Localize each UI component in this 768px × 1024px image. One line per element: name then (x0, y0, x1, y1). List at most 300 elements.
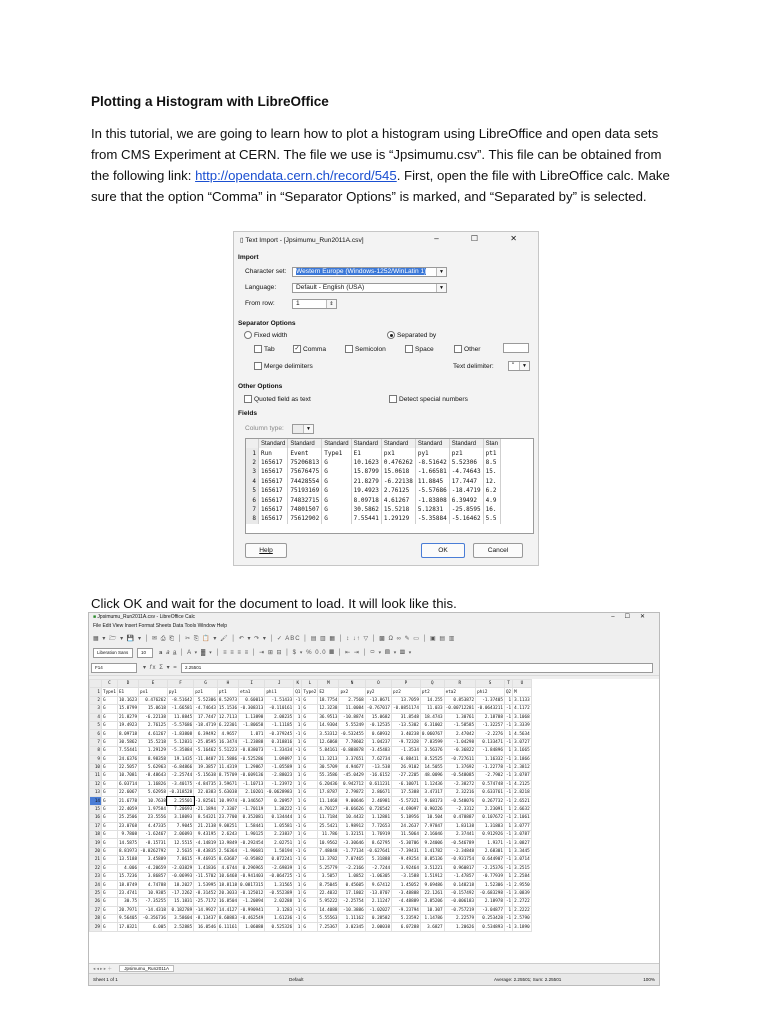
table-cell[interactable]: 3.58604 (167, 914, 193, 922)
table-cell[interactable]: -1.3534 (392, 747, 421, 755)
table-cell[interactable]: 1.06088 (239, 923, 265, 931)
table-cell[interactable]: 12.7113 (218, 714, 238, 720)
row-header[interactable]: 3 (90, 705, 102, 713)
table-cell[interactable]: 15.1536 (218, 706, 238, 712)
table-cell[interactable]: 2.56364 (218, 849, 238, 854)
table-cell[interactable]: 1.53995 (194, 881, 218, 889)
table-cell[interactable]: G (102, 738, 118, 746)
row-header[interactable]: 20 (90, 847, 102, 855)
standard-toolbar[interactable] (89, 631, 659, 646)
table-cell[interactable]: 3.51221 (420, 864, 444, 872)
table-cell[interactable]: G (102, 831, 118, 839)
table-cell[interactable]: 2.6243 (217, 831, 238, 839)
table-cell[interactable]: 2.10201 (239, 789, 265, 797)
table-cell[interactable]: -9.23794 (392, 906, 421, 914)
table-cell[interactable]: 24.2637 (392, 822, 421, 830)
table-cell[interactable]: -2.03829 (167, 864, 193, 872)
table-cell[interactable]: 1.09897 (265, 755, 294, 763)
table-cell[interactable]: -13.5302 (392, 721, 421, 729)
table-cell[interactable]: -1.02027 (365, 906, 391, 914)
column-type-select[interactable] (292, 424, 314, 434)
column-header[interactable]: N (339, 680, 365, 688)
table-cell[interactable]: -1.06305 (365, 872, 391, 880)
table-cell[interactable]: 0.942712 (339, 780, 365, 788)
table-cell[interactable]: 24.6376 (118, 756, 138, 762)
table-cell[interactable]: -2.25744 (167, 772, 193, 780)
table-cell[interactable]: 3.6827 (420, 923, 444, 931)
table-cell[interactable]: 8.81973 (118, 849, 138, 854)
row-header[interactable]: 29 (90, 923, 102, 931)
table-cell[interactable]: 1.16826 (139, 780, 168, 788)
table-cell[interactable]: 1 (294, 898, 302, 906)
window-controls[interactable]: – ☐ ✕ (434, 234, 532, 243)
table-cell[interactable]: -0.064725 (265, 872, 294, 880)
table-cell[interactable]: 0.182789 (167, 906, 193, 914)
table-cell[interactable]: -0.0643211 (477, 706, 503, 712)
row-header[interactable]: 19 (90, 839, 102, 847)
table-cell[interactable]: -0.379245 (265, 730, 294, 738)
table-cell[interactable]: -1 (505, 916, 512, 922)
table-cell[interactable]: 9.00646 (339, 797, 365, 805)
table-cell[interactable]: 30.75 (117, 898, 138, 906)
table-cell[interactable]: -1.32257 (476, 721, 505, 729)
table-cell[interactable]: G (102, 814, 118, 822)
table-cell[interactable]: 2.18978 (476, 898, 505, 906)
table-cell[interactable]: -0.356736 (139, 914, 168, 922)
table-cell[interactable]: -0.552389 (265, 889, 294, 897)
table-cell[interactable]: 0.45605 (339, 881, 365, 889)
table-cell[interactable]: 1.29867 (239, 763, 265, 771)
table-cell[interactable]: -1 (505, 765, 512, 771)
table-cell[interactable]: G (102, 696, 118, 704)
table-cell[interactable]: 0.0817315 (240, 882, 264, 888)
table-cell[interactable]: -0.888878 (340, 748, 364, 754)
table-cell[interactable]: 19.3857 (194, 763, 218, 771)
calc-menubar[interactable]: File Edit View Insert Format Sheets Data Tools Window Help (89, 622, 659, 632)
row-header[interactable]: 21 (90, 856, 102, 864)
table-cell[interactable]: 10.7638 (139, 797, 168, 805)
merge-delimiters-checkbox[interactable]: Merge delimiters (254, 362, 313, 370)
table-cell[interactable]: G (102, 864, 118, 872)
table-cell[interactable]: 1.32151 (339, 831, 365, 839)
table-cell[interactable]: G (102, 789, 118, 797)
table-cell[interactable]: 14.5875 (118, 840, 138, 846)
table-cell[interactable]: -2.2166 (339, 864, 365, 872)
table-cell[interactable]: G (102, 772, 118, 780)
table-cell[interactable]: 3.2515 (514, 865, 530, 871)
row-header[interactable]: 17 (90, 822, 102, 830)
table-cell[interactable]: 13.7059 (392, 696, 421, 704)
table-cell[interactable]: 2.23837 (265, 831, 294, 839)
table-cell[interactable]: G (302, 906, 318, 914)
table-cell[interactable]: 3.1665 (514, 748, 530, 754)
table-cell[interactable]: 18.2027 (167, 881, 193, 889)
table-cell[interactable]: 7.48048 (319, 849, 338, 854)
table-cell[interactable]: 1.41782 (420, 847, 444, 855)
comma-checkbox[interactable]: ✓ Comma (294, 345, 327, 353)
table-cell[interactable]: -1 (505, 773, 512, 779)
table-cell[interactable]: 5.25779 (319, 865, 338, 871)
table-cell[interactable]: -1.11185 (265, 721, 294, 729)
table-cell[interactable]: 0.912926 (476, 831, 505, 839)
table-cell[interactable]: 18.4743 (420, 713, 444, 721)
table-cell[interactable]: 4.6744 (217, 864, 238, 872)
table-cell[interactable]: -2.34848 (444, 847, 475, 855)
toolbar-icons[interactable]: ▦ ▾ 🗁 ▾ 💾 ▾ │ ✉ ⎙ ⎗ │ ✂ ⎘ 📋 ▾ 🖌 │ ↶ ▾ ↷ ▾ │ ✓ ABC │ ▤ ▥ ▦ │ ↕ ↓↑ ▽ │ ▩ Ω ∞ ✎ ▭ │ ▣ ▤ ▥ (93, 636, 456, 642)
row-header[interactable]: 6 (90, 730, 102, 738)
table-cell[interactable]: 3.37651 (339, 755, 365, 763)
table-cell[interactable]: 1 (294, 755, 302, 763)
table-cell[interactable]: -1 (295, 857, 301, 863)
table-cell[interactable]: 7.3307 (217, 805, 238, 813)
table-cell[interactable]: 12.6868 (319, 739, 338, 745)
table-cell[interactable]: 1 (294, 738, 302, 746)
table-cell[interactable]: G (102, 721, 118, 729)
row-header[interactable]: 12 (90, 780, 102, 788)
table-cell[interactable]: G (102, 872, 118, 880)
table-cell[interactable]: G (102, 755, 118, 763)
table-cell[interactable]: -8.13437 (195, 916, 216, 922)
table-cell[interactable]: 10.9562 (319, 840, 338, 846)
table-cell[interactable]: 15.7236 (118, 874, 138, 880)
table-cell[interactable]: 1.58194 (265, 847, 294, 855)
table-cell[interactable]: 21.6778 (118, 798, 138, 804)
table-cell[interactable]: 0.726542 (365, 805, 391, 813)
table-cell[interactable]: 15.0682 (365, 713, 391, 721)
table-cell[interactable]: 13.3782 (319, 857, 338, 863)
row-header[interactable]: 14 (90, 797, 102, 805)
table-cell[interactable]: 11.3213 (319, 756, 338, 762)
table-cell[interactable]: G (302, 789, 318, 797)
table-cell[interactable]: G (302, 822, 318, 830)
table-cell[interactable]: -0.546789 (444, 839, 475, 847)
table-cell[interactable]: 0.960817 (444, 864, 475, 872)
table-cell[interactable]: 1.12436 (420, 780, 444, 788)
table-cell[interactable]: 3.5057 (318, 872, 339, 880)
table-cell[interactable]: -2.38272 (444, 780, 475, 788)
table-cell[interactable]: G (302, 923, 318, 931)
table-cell[interactable]: 1 (294, 923, 302, 931)
column-header[interactable] (90, 680, 102, 688)
table-cell[interactable]: -1 (295, 874, 301, 880)
table-cell[interactable]: -7.39431 (392, 847, 421, 855)
table-cell[interactable]: -1 (505, 882, 512, 888)
table-cell[interactable]: -0.767017 (366, 706, 391, 712)
table-cell[interactable]: 22.1261 (420, 889, 444, 897)
table-cell[interactable]: 8.63687 (218, 857, 238, 863)
table-cell[interactable]: 0.107672 (476, 814, 505, 822)
table-cell[interactable]: 13.9849 (218, 840, 238, 846)
table-cell[interactable]: -1 (505, 790, 512, 796)
table-cell[interactable]: -1.66581 (167, 705, 193, 713)
table-cell[interactable]: G (102, 730, 118, 738)
row-header[interactable]: 8 (90, 747, 102, 755)
row-header[interactable]: 24 (90, 881, 102, 889)
table-cell[interactable]: 4.1172 (514, 706, 530, 712)
table-cell[interactable]: eta1 (239, 688, 265, 696)
table-cell[interactable]: 3.86857 (139, 872, 168, 880)
table-cell[interactable]: -1 (295, 807, 301, 813)
table-cell[interactable]: G (302, 864, 318, 872)
row-header[interactable]: 18 (90, 831, 102, 839)
table-cell[interactable]: 1 (504, 805, 512, 813)
table-cell[interactable]: -1 (295, 748, 301, 754)
table-cell[interactable]: -1 (295, 823, 301, 829)
table-cell[interactable]: -8.15731 (139, 839, 168, 847)
column-header[interactable]: K (294, 680, 302, 688)
table-cell[interactable]: 4.2125 (514, 781, 530, 787)
table-cell[interactable]: -0.548076 (444, 797, 475, 805)
sheet-nav-icons[interactable]: ◂ ◂ ▸ ▸ ＋ (93, 966, 112, 971)
table-cell[interactable]: 1.0852 (339, 872, 365, 880)
table-cell[interactable]: 0.072241 (265, 856, 294, 864)
row-header[interactable]: 9 (90, 755, 102, 763)
table-cell[interactable]: 18.7754 (319, 697, 338, 703)
table-cell[interactable]: -1 (505, 840, 512, 846)
table-cell[interactable]: 3.1890 (514, 924, 530, 930)
row-header[interactable]: 16 (90, 814, 102, 822)
table-cell[interactable]: -2.7902 (476, 772, 505, 780)
tab-checkbox[interactable]: Tab (254, 345, 275, 353)
table-cell[interactable]: 1 (294, 705, 302, 713)
table-cell[interactable]: 1.45052 (392, 881, 421, 889)
table-cell[interactable]: 0.28582 (365, 914, 391, 922)
table-cell[interactable]: 25.2506 (118, 815, 138, 821)
table-cell[interactable]: 1.05581 (265, 822, 294, 830)
table-cell[interactable]: G (102, 713, 118, 721)
table-cell[interactable]: 1 (294, 839, 302, 847)
table-cell[interactable]: 19.4923 (118, 723, 138, 729)
table-cell[interactable]: 2.06093 (167, 831, 193, 839)
table-cell[interactable]: -3.30646 (339, 839, 365, 847)
table-cell[interactable]: 1 (294, 831, 302, 839)
table-cell[interactable]: 7.97847 (420, 822, 444, 830)
table-cell[interactable]: 5.55249 (339, 721, 365, 729)
table-cell[interactable]: G (102, 856, 118, 864)
table-cell[interactable]: -0.757219 (444, 906, 475, 914)
table-cell[interactable]: 1.30761 (444, 713, 475, 721)
table-cell[interactable]: 22.6067 (118, 790, 138, 796)
column-header[interactable]: L (302, 680, 318, 688)
table-cell[interactable]: 11.8845 (167, 713, 193, 721)
table-cell[interactable]: -1.33434 (265, 747, 294, 755)
table-cell[interactable]: 1.51912 (420, 872, 444, 880)
table-cell[interactable]: 2.37441 (444, 831, 475, 839)
table-cell[interactable]: Q1 (295, 689, 301, 695)
table-cell[interactable]: -0.532455 (340, 731, 364, 737)
table-cell[interactable]: 26.9102 (392, 763, 421, 771)
table-cell[interactable]: 1.11162 (339, 914, 365, 922)
table-cell[interactable]: -1.80658 (239, 721, 265, 729)
table-cell[interactable]: -2.25376 (476, 864, 505, 872)
table-cell[interactable]: 11.786 (318, 831, 339, 839)
table-cell[interactable]: -17.2262 (167, 889, 193, 897)
table-cell[interactable]: G (302, 889, 318, 897)
table-cell[interactable]: 21.8279 (118, 714, 138, 720)
table-cell[interactable]: -0.318528 (168, 790, 193, 796)
table-cell[interactable]: 3.1283 (265, 906, 294, 914)
table-cell[interactable]: -8.43835 (195, 849, 216, 854)
table-cell[interactable]: 2.68301 (476, 847, 505, 855)
column-header[interactable]: C (102, 680, 118, 688)
table-cell[interactable]: -1.47857 (444, 872, 475, 880)
table-cell[interactable]: 2.86671 (365, 789, 391, 797)
table-cell[interactable]: 5.12831 (167, 738, 193, 746)
table-cell[interactable]: 1 (504, 822, 512, 830)
table-cell[interactable]: -3.82561 (195, 798, 216, 804)
table-cell[interactable]: py1 (167, 688, 193, 696)
table-cell[interactable]: -1 (505, 815, 512, 821)
table-cell[interactable]: G (302, 696, 318, 704)
table-cell[interactable]: 4.47335 (139, 822, 168, 830)
column-header[interactable]: P (392, 680, 421, 688)
table-cell[interactable]: 2.2222 (514, 907, 530, 913)
fixed-width-radio[interactable]: Fixed width (244, 331, 287, 339)
table-cell[interactable]: G (102, 797, 118, 805)
table-cell[interactable]: 8.85136 (420, 856, 444, 864)
table-cell[interactable]: 1.97584 (139, 805, 168, 813)
table-cell[interactable]: -0.683298 (476, 889, 505, 897)
other-checkbox[interactable]: Other (454, 345, 481, 353)
table-cell[interactable]: 4.74788 (139, 881, 168, 889)
table-cell[interactable]: 3.40238 (392, 730, 421, 738)
table-cell[interactable]: -0.110161 (265, 705, 294, 713)
space-checkbox[interactable]: Space (405, 345, 434, 353)
table-cell[interactable]: pt1 (217, 688, 238, 696)
table-cell[interactable]: -1 (505, 857, 512, 863)
table-cell[interactable]: 1.41836 (194, 864, 218, 872)
table-cell[interactable]: -0.609136 (240, 773, 264, 779)
table-cell[interactable]: 3.92464 (392, 864, 421, 872)
table-cell[interactable]: 1.9371 (476, 839, 505, 847)
table-cell[interactable]: 1 (294, 814, 302, 822)
table-cell[interactable]: 2.00038 (365, 923, 391, 931)
table-cell[interactable]: 1.38222 (265, 805, 294, 813)
table-cell[interactable]: 0.611231 (365, 780, 391, 788)
table-cell[interactable]: 1.76919 (365, 831, 391, 839)
table-cell[interactable]: -10.8874 (339, 713, 365, 721)
table-cell[interactable]: -0.00712281 (445, 706, 475, 712)
column-header[interactable]: Q (420, 680, 444, 688)
table-cell[interactable]: -6.84866 (167, 763, 193, 771)
table-cell[interactable]: -5.35884 (167, 747, 193, 755)
row-header[interactable]: 26 (90, 898, 102, 906)
table-cell[interactable]: 8.09718 (118, 731, 138, 737)
table-cell[interactable]: 6.03714 (118, 781, 138, 787)
table-cell[interactable]: 17.1802 (339, 889, 365, 897)
table-cell[interactable]: -1 (505, 899, 512, 905)
table-cell[interactable]: 8.62795 (365, 839, 391, 847)
table-cell[interactable]: 6.31002 (420, 721, 444, 729)
table-cell[interactable]: 1.31565 (265, 881, 294, 889)
table-cell[interactable]: 30.5862 (118, 739, 138, 745)
table-cell[interactable]: 1 (294, 780, 302, 788)
table-cell[interactable]: E1 (117, 688, 138, 696)
table-cell[interactable]: G (102, 847, 118, 855)
table-cell[interactable]: -1 (505, 924, 512, 930)
table-cell[interactable]: M (513, 688, 532, 696)
table-cell[interactable]: -0.990941 (240, 907, 264, 913)
table-cell[interactable]: 10.7081 (118, 773, 138, 779)
table-cell[interactable]: py2 (365, 688, 391, 696)
table-cell[interactable]: G (302, 839, 318, 847)
table-cell[interactable]: 9.56405 (118, 916, 138, 922)
table-cell[interactable]: G (102, 923, 118, 931)
table-cell[interactable]: px1 (139, 688, 168, 696)
table-cell[interactable]: -8.51642 (167, 696, 193, 704)
table-cell[interactable]: 0.853872 (444, 696, 475, 704)
table-cell[interactable]: -25.8595 (195, 739, 216, 745)
table-cell[interactable]: 15.1831 (167, 898, 193, 906)
table-cell[interactable]: 0.68932 (365, 730, 391, 738)
table-cell[interactable]: -10.3886 (339, 906, 365, 914)
table-cell[interactable]: G (302, 721, 318, 729)
table-cell[interactable]: 4.5634 (514, 731, 530, 737)
separated-by-radio[interactable]: Separated by (387, 331, 436, 339)
table-cell[interactable]: 9.69486 (420, 881, 444, 889)
table-cell[interactable]: 31.8548 (392, 713, 421, 721)
table-cell[interactable]: 1 (294, 789, 302, 797)
row-header[interactable]: 1 (90, 688, 102, 696)
table-cell[interactable]: 5.18956 (392, 814, 421, 822)
table-cell[interactable]: -1 (295, 907, 301, 913)
table-cell[interactable]: 0.534893 (476, 923, 505, 931)
table-cell[interactable]: 2.52885 (167, 923, 193, 931)
table-cell[interactable]: 22.4059 (118, 807, 138, 813)
table-cell[interactable]: -5.15638 (195, 773, 216, 779)
table-cell[interactable]: -14.9927 (195, 907, 216, 913)
table-cell[interactable]: 1 (294, 889, 302, 897)
table-cell[interactable]: 0.253428 (476, 914, 505, 922)
table-cell[interactable]: -1 (505, 723, 512, 729)
table-cell[interactable]: 5.95222 (319, 899, 338, 905)
column-header[interactable]: G (194, 680, 218, 688)
window-controls[interactable]: –☐✕ (611, 614, 655, 620)
table-cell[interactable]: -0.06993 (167, 872, 193, 880)
table-cell[interactable]: 0.476262 (139, 696, 168, 704)
table-cell[interactable]: G (102, 780, 118, 788)
table-cell[interactable]: G (302, 872, 318, 880)
column-header[interactable]: O (365, 680, 391, 688)
table-cell[interactable]: 18.8118 (218, 882, 238, 888)
table-cell[interactable]: 11.7184 (319, 815, 338, 821)
table-cell[interactable]: phi2 (476, 688, 505, 696)
table-cell[interactable]: 7.55441 (118, 748, 138, 754)
row-header[interactable]: 2 (90, 696, 102, 704)
table-cell[interactable]: 0.296965 (239, 864, 265, 872)
table-cell[interactable]: 2.18788 (476, 713, 505, 721)
table-cell[interactable]: 2.25501 (167, 797, 193, 805)
table-cell[interactable]: G (102, 805, 118, 813)
table-cell[interactable]: 9.24006 (420, 839, 444, 847)
table-cell[interactable]: -3.40175 (167, 780, 193, 788)
table-cell[interactable]: 9.68173 (420, 797, 444, 805)
table-cell[interactable]: -1 (505, 739, 512, 745)
table-cell[interactable]: -2.7244 (365, 864, 391, 872)
table-cell[interactable]: 11.4319 (218, 765, 238, 771)
table-cell[interactable]: -4.84735 (195, 781, 216, 787)
row-header[interactable]: 22 (90, 864, 102, 872)
column-header[interactable]: D (117, 680, 138, 688)
table-cell[interactable]: G (102, 898, 118, 906)
table-cell[interactable]: 5.55563 (319, 916, 338, 922)
table-cell[interactable]: phi1 (265, 688, 294, 696)
table-cell[interactable]: 3.0714 (514, 857, 530, 863)
table-cell[interactable]: 2.8218 (514, 790, 530, 796)
table-cell[interactable]: G (302, 847, 318, 855)
table-cell[interactable]: 2.76125 (139, 721, 168, 729)
column-header[interactable]: I (239, 680, 265, 688)
